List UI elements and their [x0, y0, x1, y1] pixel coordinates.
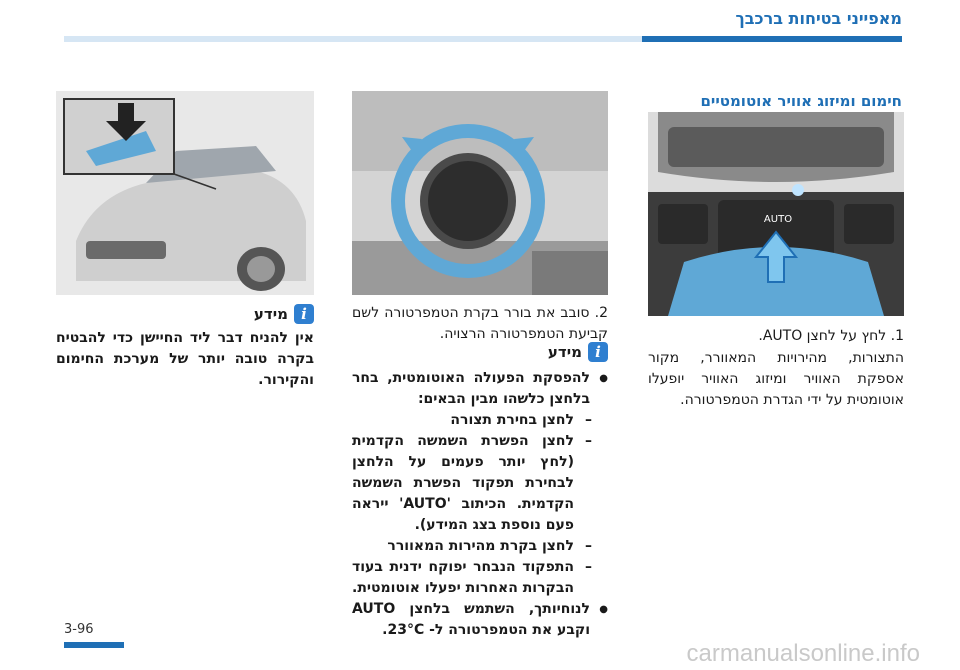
- step-2: 2. סובב את בורר בקרת הטמפרטורה לשם קביעת הטמפרטורה הרצויה.: [352, 305, 608, 342]
- section-title: חימום ומיזוג אוויר אוטומטיים: [700, 92, 902, 110]
- list-item: ● לנוחיותך, השתמש בלחצן AUTO וקבע את הטמפרטורה ל- 23°C.: [352, 599, 608, 641]
- auto-button-image: [648, 112, 904, 316]
- list-item: – לחצן בחירת תצורה: [352, 410, 608, 431]
- middle-note-title: מידע: [547, 343, 582, 361]
- page-number: 3-96: [64, 622, 94, 637]
- list-item: – התפקוד הנבחר יפוקח ידנית בעוד הבקרות האחרות יפעלו אוטומטית.: [352, 557, 608, 599]
- left-note-header: [254, 304, 314, 324]
- list-item: – לחצן בקרת מהירות המאוורר: [352, 536, 608, 557]
- info-icon: i: [294, 304, 314, 324]
- left-note-text: אין להניח דבר ליד החיישן כדי להבטיח בקרה טובה יותר של מערכת החימום והקירור.: [56, 330, 314, 388]
- step-1-body: התצורות, מהירויות המאוורר, מקור אספקת האוויר ומיזוג האוויר יופעלו אוטומטית על ידי הגדרת הטמפרטורה.: [648, 350, 904, 408]
- temperature-knob-image: [352, 91, 608, 295]
- auto-label: AUTO: [763, 214, 793, 225]
- left-note-title: מידע: [253, 305, 288, 323]
- middle-note-header: [548, 342, 608, 362]
- footer-accent: [64, 642, 124, 648]
- step-1: 1. לחץ על לחצן AUTO.: [758, 328, 904, 344]
- info-icon: i: [588, 342, 608, 362]
- car-sensor-image: [56, 91, 314, 295]
- list-item: ● להפסקת הפעולה האוטומטית, בחר בלחצן כלשהו מבין הבאים:: [352, 368, 608, 410]
- middle-notes-list: [352, 368, 608, 641]
- header-divider-accent: [642, 36, 902, 42]
- chapter-title: מאפייני בטיחות ברכבך: [735, 9, 902, 28]
- list-item: – לחצן הפשרת השמשה הקדמית (לחץ יותר פעמים על הלחצן לבחירת תפקוד הפשרת השמשה הקדמית. הכיתוב 'AUTO' ייראה פעם נוספת בצג המידע).: [352, 431, 608, 536]
- watermark: carmanualsonline.info: [686, 640, 920, 667]
